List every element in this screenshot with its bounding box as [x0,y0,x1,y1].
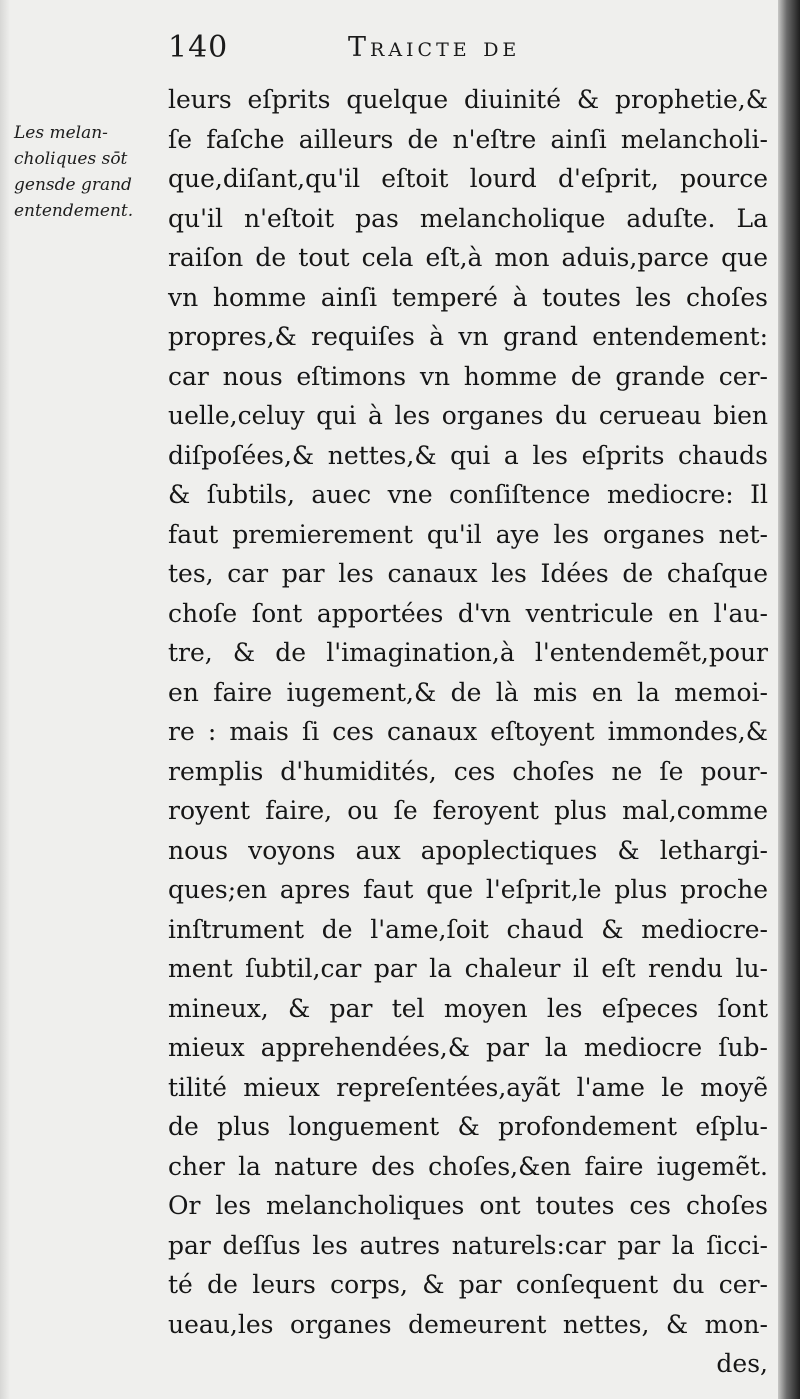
margin-note-line: Les melan- [14,123,108,143]
text-line: ſe faſche ailleurs de n'eſtre ainſi melancholi- [168,124,768,154]
text-line: té de leurs corps, & par conſequent du cer- [168,1270,768,1299]
text-line: & ſubtils, auec vne conſiſtence mediocre: Il [168,480,768,509]
text-line: ueau,les organes demeurent nettes, & mon- [168,1309,768,1339]
text-line: vn homme ainſi temperé à toutes les choſes [168,282,768,312]
text-line: en faire iugement,& de là mis en la memoi- [168,677,768,707]
text-line: tilité mieux repreſentées,ayãt l'ame le moyẽ [168,1072,768,1102]
page-number: 140 [168,30,229,65]
body-text [168,80,768,1384]
page-gutter-shadow [0,0,10,1399]
text-line: tes, car par les canaux les Idées de chaſque [168,559,768,588]
page-header [168,30,608,70]
text-line: ques;en apres faut que l'eſprit,le plus proche [168,875,768,904]
text-line: de plus longuement & profondement eſplu- [168,1112,768,1141]
text-line: uelle,celuy qui à les organes du cerueau bien [168,401,768,430]
text-line: inſtrument de l'ame,ſoit chaud & mediocre- [168,914,768,944]
page-edge-shadow [778,0,800,1399]
text-line: nous voyons aux apoplectiques & lethargi- [168,835,768,865]
text-line: Or les melancholiques ont toutes ces choſes [168,1191,768,1220]
text-line: raiſon de tout cela eſt,à mon aduis,parce que [168,243,768,272]
text-line: royent faire, ou ſe feroyent plus mal,comme [168,796,768,825]
text-line: que,diſant,qu'il eſtoit lourd d'eſprit, pource [168,164,768,193]
text-line: mineux, & par tel moyen les eſpeces ſont [168,993,768,1023]
text-line: tre, & de l'imagination,à l'entendemẽt,pour [168,638,768,667]
text-line: propres,& requiſes à vn grand entendement: [168,322,768,351]
margin-note [14,120,162,224]
margin-note-line: gensde grand [14,175,132,195]
text-line: ment ſubtil,car par la chaleur il eſt rendu lu- [168,954,768,983]
text-line: re : mais ſi ces canaux eſtoyent immondes,& [168,717,768,746]
text-line: qu'il n'eſtoit pas melancholique aduſte. La [168,203,768,233]
text-line: mieux apprehendées,& par la mediocre ſub- [168,1033,768,1062]
margin-note-line: entendement. [14,201,134,221]
margin-note-line: choliques sōt [14,149,128,169]
text-line: diſpoſées,& nettes,& qui a les eſprits chauds [168,440,768,470]
text-line-catchword: des, [716,1349,768,1378]
running-title: Traicte de [348,32,521,63]
text-line: remplis d'humidités, ces choſes ne ſe pour- [168,756,768,786]
text-line: choſe ſont apportées d'vn ventricule en l'au- [168,598,768,628]
text-line: car nous eſtimons vn homme de grande cer- [168,361,768,391]
text-line: faut premierement qu'il aye les organes net- [168,519,768,549]
text-line: cher la nature des choſes,&en faire iugemẽt. [168,1151,768,1181]
text-line: leurs eſprits quelque diuinité & prophetie,& [168,85,768,114]
text-line: par deſſus les autres naturels:car par la ſicci- [168,1230,768,1260]
